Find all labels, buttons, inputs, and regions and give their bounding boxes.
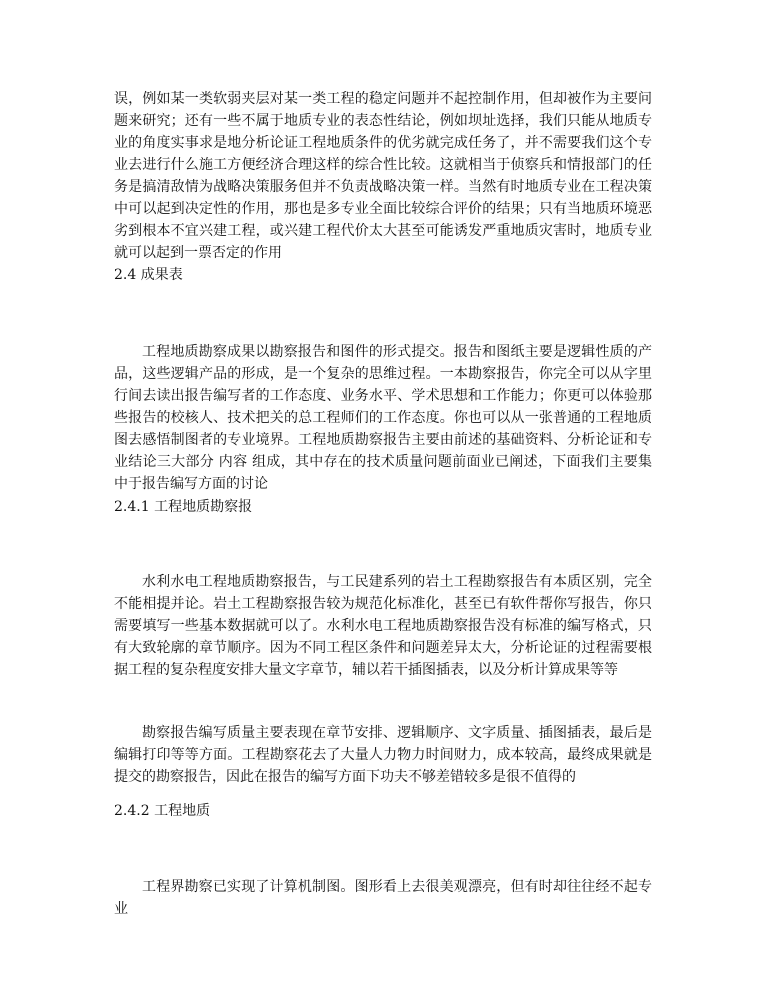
section-heading-2-4-2: 2.4.2 工程地质 [114,803,211,819]
section-heading-2-4: 2.4 成果表 [114,267,183,283]
paragraph-report-quality: 勘察报告编写质量主要表现在章节安排、逻辑顺序、文字质量、插图插表，最后是编辑打印等等方面。工程勘察花去了大量人力物力时间财力，成本较高，最终成果就是提交的勘察报告，因此在报告的编写方面下功夫不够差错较多是很不值得的 [114,725,652,785]
section-heading-2-4-1: 2.4.1 工程地质勘察报 [114,499,253,515]
paragraph-continuation: 误，例如某一类软弱夹层对某一类工程的稳定问题并不起控制作用，但却被作为主要问题来研究；还有一些不属于地质专业的表态性结论，例如坝址选择，我们只能从地质专业的角度实事求是地分析论证工程地质条件的优劣就完成任务了，并不需要我们这个专业去进行什么施工方便经济合理这样的综合性比较。这就相当于侦察兵和情报部门的任务是搞清敌情为战略决策服务但并不负责战略决策一样。当然有时地质专业在工程决策中可以起到决定性的作用，那也是多专业全面比较综合评价的结果；只有当地质环境恶劣到根本不宜兴建工程，或兴建工程代价太大甚至可能诱发严重地质灾害时，地质专业就可以起到一票否定的作用 [114,91,652,261]
paragraph-results-intro: 工程地质勘察成果以勘察报告和图件的形式提交。报告和图纸主要是逻辑性质的产品，这些逻辑产品的形成，是一个复杂的思维过程。一本勘察报告，你完全可以从字里行间去读出报告编写者的工作态度、业务水平、学术思想和工作能力；你更可以体验那些报告的校核人、技术把关的总工程师们的工作态度。你也可以从一张普通的工程地质图去感悟制图者的专业境界。工程地质勘察报告主要由前述的基础资料、分析论证和专业结论三大部分 内容 组成，其中存在的技术质量问题前面业已阐述，下面我们主要集中于报告编写方面的讨论 [114,344,652,492]
paragraph-computer-mapping: 工程界勘察已实现了计算机制图。图形看上去很美观漂亮，但有时却往往经不起专业 [114,879,652,917]
paragraph-survey-report: 水利水电工程地质勘察报告，与工民建系列的岩土工程勘察报告有本质区别，完全不能相提并论。岩土工程勘察报告较为规范化标准化，甚至已有软件帮你写报告，你只需要填写一些基本数据就可以了。水利水电工程地质勘察报告没有标准的编写格式，只有大致轮廓的章节顺序。因为不同工程区条件和问题差异太大，分析论证的过程需要根据工程的复杂程度安排大量文字章节，辅以若干插图插表，以及分析计算成果等等 [114,574,652,678]
